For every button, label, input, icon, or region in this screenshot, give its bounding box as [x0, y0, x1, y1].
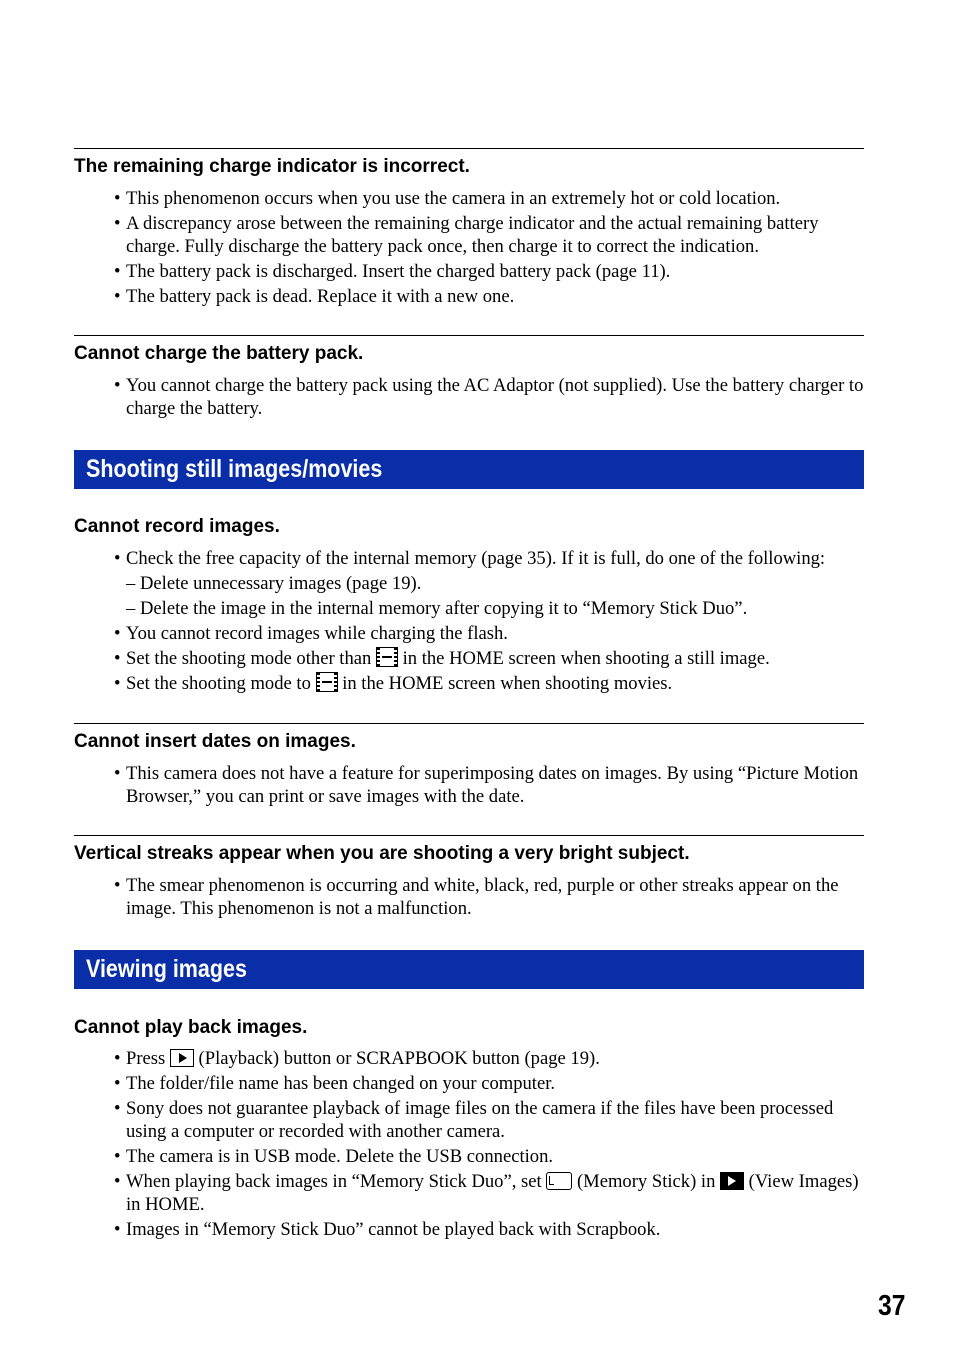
list-item: • You cannot record images while charging the flash. — [74, 622, 864, 645]
cannot-record-list — [74, 547, 864, 697]
list-item: • This camera does not have a feature for superimposing dates on images. By using “Picture Motion Browser,” you can print or save images with the date. — [74, 762, 864, 808]
list-item — [74, 1170, 864, 1216]
list-item-text: (View Images) in HOME. — [126, 1171, 859, 1215]
list-item: • The battery pack is dead. Replace it with a new one. — [74, 285, 864, 308]
list-item: • Check the free capacity of the internal memory (page 35). If it is full, do one of the following: — [74, 547, 864, 570]
list-item: • The smear phenomenon is occurring and white, black, red, purple or other streaks appear on the image. This phenomenon is not a malfunction. — [74, 874, 864, 920]
view-images-icon — [720, 1172, 744, 1190]
list-item-text: in the HOME screen when shooting a still image. — [397, 648, 770, 669]
list-item-text: (Memory Stick) in — [572, 1171, 721, 1192]
playback-button-icon — [170, 1049, 194, 1067]
band-title: Viewing images — [86, 955, 247, 983]
charge-indicator-list — [74, 187, 864, 310]
list-item-text: (Playback) button or SCRAPBOOK button (page 19). — [193, 1048, 600, 1069]
list-item: • The camera is in USB mode. Delete the USB connection. — [74, 1145, 864, 1168]
list-item: • Images in “Memory Stick Duo” cannot be played back with Scrapbook. — [74, 1218, 864, 1241]
section-heading-cannot-play-back: Cannot play back images. — [74, 1017, 308, 1038]
sub-list-item: – Delete the image in the internal memory after copying it to “Memory Stick Duo”. — [74, 597, 864, 620]
list-item-text: in the HOME screen when shooting movies. — [337, 673, 673, 694]
list-item-text: Set the shooting mode to — [126, 673, 316, 694]
section-heading-vertical-streaks: Vertical streaks appear when you are shooting a very bright subject. — [74, 843, 690, 864]
memory-stick-icon — [546, 1172, 572, 1190]
list-item — [74, 647, 864, 670]
cannot-insert-dates-list — [74, 762, 864, 810]
list-item: • The folder/file name has been changed on your computer. — [74, 1072, 864, 1095]
sub-list-item: – Delete unnecessary images (page 19). — [74, 572, 864, 595]
section-divider — [74, 835, 864, 836]
list-item: • Sony does not guarantee playback of image files on the camera if the files have been processed using a computer or recorded with another camera. — [74, 1097, 864, 1143]
cannot-charge-list — [74, 374, 864, 422]
list-item: • This phenomenon occurs when you use the camera in an extremely hot or cold location. — [74, 187, 864, 210]
section-heading-cannot-insert-dates: Cannot insert dates on images. — [74, 731, 356, 752]
movie-mode-icon — [316, 672, 338, 692]
list-item: • You cannot charge the battery pack using the AC Adaptor (not supplied). Use the battery charger to charge the battery. — [74, 374, 864, 420]
list-item-text: When playing back images in “Memory Stick Duo”, set — [126, 1171, 547, 1192]
page-number: 37 — [878, 1290, 906, 1322]
list-item — [74, 1047, 864, 1070]
section-heading-charge-indicator: The remaining charge indicator is incorrect. — [74, 156, 470, 177]
section-heading-cannot-record: Cannot record images. — [74, 516, 280, 537]
list-item-text: Set the shooting mode other than — [126, 648, 376, 669]
list-item: • The battery pack is discharged. Insert the charged battery pack (page 11). — [74, 260, 864, 283]
cannot-play-back-list — [74, 1047, 864, 1243]
section-heading-cannot-charge: Cannot charge the battery pack. — [74, 343, 364, 364]
list-item: • A discrepancy arose between the remaining charge indicator and the actual remaining battery charge. Fully discharge the battery pack once, then charge it to correct the indication. — [74, 212, 864, 258]
list-item — [74, 672, 864, 695]
band-title: Shooting still images/movies — [86, 455, 383, 483]
section-divider — [74, 723, 864, 724]
movie-mode-icon — [376, 647, 398, 667]
section-band-shooting — [74, 450, 864, 489]
list-item-text: Press — [126, 1048, 170, 1069]
section-band-viewing — [74, 950, 864, 989]
section-divider — [74, 148, 864, 149]
section-divider — [74, 335, 864, 336]
vertical-streaks-list — [74, 874, 864, 922]
